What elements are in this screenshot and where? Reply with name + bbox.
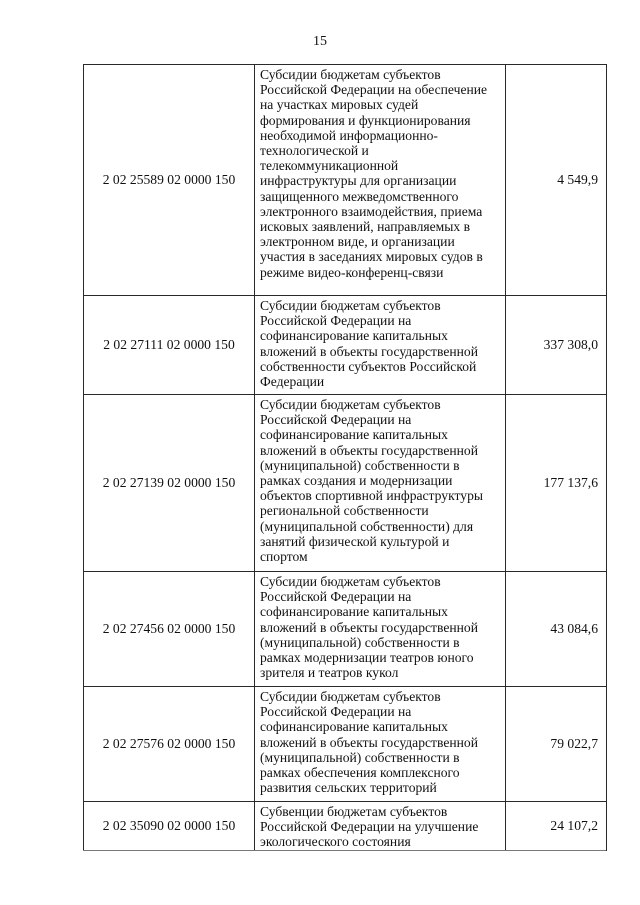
amount-cell: 24 107,2 xyxy=(506,802,607,851)
description-cell: Субсидии бюджетам субъектов Российской Федерации на софинансирование капитальных вложений в объекты государственной (муниципальной) собственности в рамках создания и модернизации объектов спортивной инфраструктуры региональной собственности (муниципальной собственности) для занятий физической культурой и спортом xyxy=(255,395,506,572)
page-bottom-rule xyxy=(83,850,606,851)
description-cell: Субвенции бюджетам субъектов Российской Федерации на улучшение экологического состояния xyxy=(255,802,506,851)
budget-code-cell: 2 02 27111 02 0000 150 xyxy=(84,296,255,395)
budget-revenue-table xyxy=(83,64,607,851)
amount-cell: 337 308,0 xyxy=(506,296,607,395)
description-cell: Субсидии бюджетам субъектов Российской Федерации на софинансирование капитальных вложений в объекты государственной (муниципальной) собственности в рамках обеспечения комплексного развития сельских территорий xyxy=(255,687,506,802)
table-row xyxy=(84,296,607,395)
description-cell: Субсидии бюджетам субъектов Российской Федерации на софинансирование капитальных вложений в объекты государственной собственности субъектов Российской Федерации xyxy=(255,296,506,395)
table-row xyxy=(84,802,607,851)
table-row xyxy=(84,572,607,687)
table-row xyxy=(84,395,607,572)
budget-code-cell: 2 02 35090 02 0000 150 xyxy=(84,802,255,851)
description-cell: Субсидии бюджетам субъектов Российской Федерации на обеспечение на участках мировых судей формирования и функционирования необходимой информационно- технологической и телекоммуникационной инфраструктуры для организации защищенного межведомственного электронного взаимодействия, приема исковых заявлений, направляемых в электронном виде, и организации участия в заседаниях мировых судов в режиме видео-конференц-связи xyxy=(255,65,506,296)
budget-code-cell: 2 02 27576 02 0000 150 xyxy=(84,687,255,802)
page-number: 15 xyxy=(313,34,327,49)
table-row xyxy=(84,65,607,296)
amount-cell: 4 549,9 xyxy=(506,65,607,296)
budget-code-cell: 2 02 27139 02 0000 150 xyxy=(84,395,255,572)
budget-code-cell: 2 02 27456 02 0000 150 xyxy=(84,572,255,687)
description-cell: Субсидии бюджетам субъектов Российской Федерации на софинансирование капитальных вложений в объекты государственной (муниципальной) собственности в рамках модернизации театров юного зрителя и театров кукол xyxy=(255,572,506,687)
amount-cell: 43 084,6 xyxy=(506,572,607,687)
table-row xyxy=(84,687,607,802)
amount-cell: 79 022,7 xyxy=(506,687,607,802)
amount-cell: 177 137,6 xyxy=(506,395,607,572)
budget-code-cell: 2 02 25589 02 0000 150 xyxy=(84,65,255,296)
